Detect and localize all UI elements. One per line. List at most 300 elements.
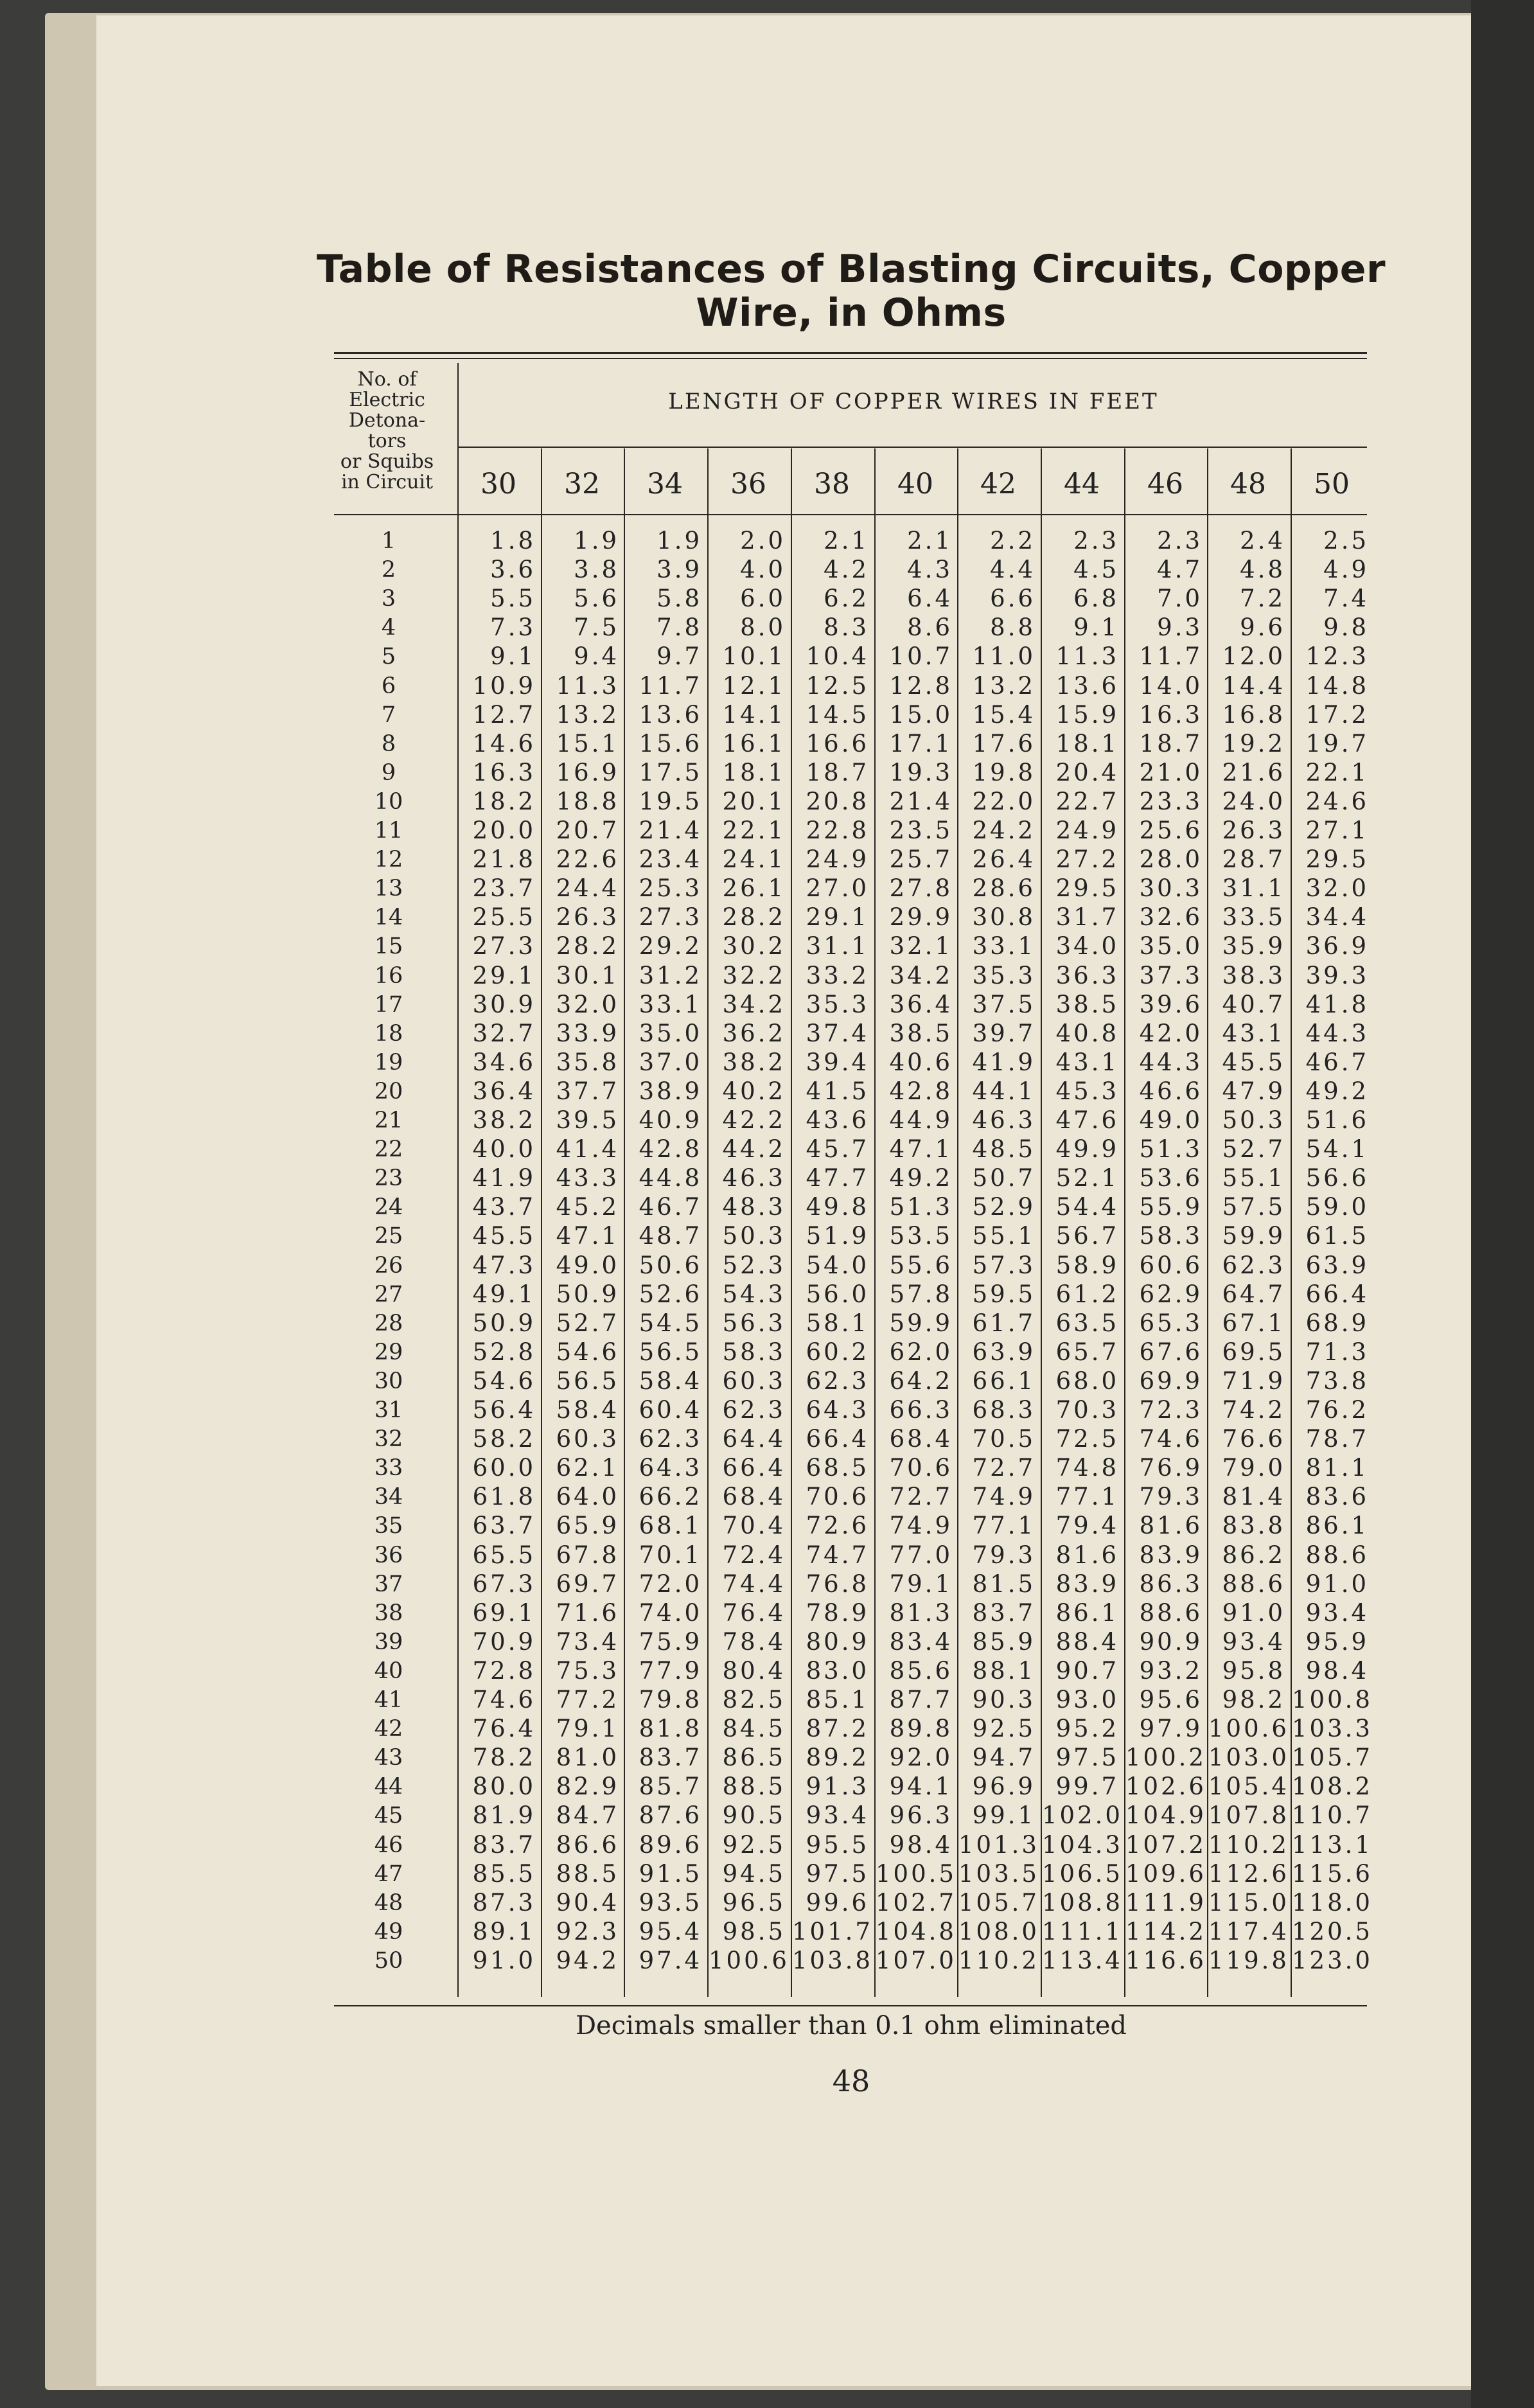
table-cell: 72.3 — [1139, 1396, 1203, 1424]
table-cell: 65.9 — [556, 1512, 619, 1539]
table-cell: 34.4 — [1305, 903, 1369, 931]
table-cell: 69.1 — [472, 1599, 536, 1627]
table-cell: 27.3 — [472, 932, 536, 960]
table-cell: 50.9 — [472, 1309, 536, 1337]
table-cell: 62.3 — [639, 1425, 702, 1453]
table-cell: 93.4 — [806, 1802, 869, 1829]
table-cell: 87.7 — [889, 1686, 953, 1713]
table-cell: 28.2 — [556, 932, 619, 960]
table-cell: 21.0 — [1139, 759, 1203, 786]
table-cell: 23.7 — [472, 874, 536, 902]
table-cell: 29.1 — [806, 903, 869, 931]
top-rule-1 — [334, 352, 1367, 354]
table-cell: 88.1 — [972, 1657, 1036, 1685]
table-cell: 45.5 — [1222, 1049, 1285, 1076]
table-cell: 48.3 — [722, 1193, 786, 1221]
table-cell: 24.0 — [1222, 788, 1285, 815]
table-cell: 90.4 — [556, 1889, 619, 1917]
table-cell: 13.6 — [1055, 672, 1119, 700]
table-cell: 20.4 — [1055, 759, 1119, 786]
table-cell: 16.6 — [806, 730, 869, 757]
table-cell: 23.4 — [639, 845, 702, 873]
table-cell: 5.8 — [657, 585, 702, 612]
table-cell: 95.8 — [1222, 1657, 1285, 1685]
table-cell: 4.5 — [1073, 556, 1119, 583]
table-cell: 41.8 — [1305, 991, 1369, 1018]
table-cell: 110.2 — [1208, 1831, 1289, 1859]
table-cell: 86.3 — [1139, 1570, 1203, 1598]
table-cell: 64.7 — [1222, 1280, 1285, 1308]
table-cell: 83.7 — [972, 1599, 1036, 1627]
table-cell: 18.2 — [472, 788, 536, 815]
bottom-rule — [334, 2005, 1367, 2006]
table-cell: 93.2 — [1139, 1657, 1203, 1685]
table-cell: 35.9 — [1222, 932, 1285, 960]
table-cell: 21.4 — [889, 788, 953, 815]
table-cell: 39.3 — [1305, 962, 1369, 989]
table-cell: 45.5 — [472, 1222, 536, 1250]
table-cell: 30.9 — [472, 991, 536, 1018]
table-cell: 67.1 — [1222, 1309, 1285, 1337]
table-cell: 26.3 — [1222, 817, 1285, 844]
table-cell: 54.1 — [1305, 1135, 1369, 1163]
table-cell: 50.3 — [722, 1222, 786, 1250]
table-cell: 86.6 — [556, 1831, 619, 1859]
table-cell: 12.3 — [1305, 642, 1369, 670]
table-cell: 72.5 — [1055, 1425, 1119, 1453]
table-cell: 74.9 — [889, 1512, 953, 1539]
table-cell: 11.7 — [1139, 642, 1203, 670]
table-cell: 84.7 — [556, 1802, 619, 1829]
table-cell: 83.7 — [639, 1744, 702, 1771]
table-cell: 16.3 — [1139, 701, 1203, 729]
page-number: 48 — [832, 2064, 870, 2098]
row-label: 23 — [374, 1165, 403, 1191]
table-cell: 28.7 — [1222, 845, 1285, 873]
table-cell: 19.5 — [639, 788, 702, 815]
table-cell: 18.7 — [806, 759, 869, 786]
table-cell: 21.8 — [472, 845, 536, 873]
table-cell: 9.1 — [490, 642, 536, 670]
table-cell: 96.5 — [722, 1889, 786, 1917]
table-cell: 93.5 — [639, 1889, 702, 1917]
row-header-line: Detona- — [348, 409, 426, 432]
table-cell: 78.4 — [722, 1628, 786, 1656]
table-cell: 18.8 — [556, 788, 619, 815]
table-cell: 58.9 — [1055, 1252, 1119, 1279]
row-label: 49 — [374, 1919, 403, 1945]
table-cell: 60.2 — [806, 1338, 869, 1366]
table-cell: 74.2 — [1222, 1396, 1285, 1424]
table-cell: 46.3 — [972, 1106, 1036, 1134]
row-label: 14 — [374, 905, 403, 930]
table-cell: 4.0 — [740, 556, 786, 583]
table-cell: 27.0 — [806, 874, 869, 902]
table-cell: 108.8 — [1042, 1889, 1123, 1917]
table-cell: 64.2 — [889, 1367, 953, 1395]
table-cell: 53.5 — [889, 1222, 953, 1250]
table-cell: 16.8 — [1222, 701, 1285, 729]
table-cell: 110.7 — [1292, 1802, 1373, 1829]
table-cell: 102.6 — [1125, 1773, 1206, 1800]
table-cell: 97.5 — [806, 1860, 869, 1888]
table-cell: 33.9 — [556, 1020, 619, 1047]
table-cell: 52.1 — [1055, 1164, 1119, 1192]
table-cell: 74.0 — [639, 1599, 702, 1627]
row-label: 28 — [374, 1311, 403, 1336]
table-cell: 58.3 — [722, 1338, 786, 1366]
row-label: 11 — [374, 818, 403, 844]
table-cell: 79.1 — [556, 1715, 619, 1742]
table-cell: 82.9 — [556, 1773, 619, 1800]
table-cell: 64.4 — [722, 1425, 786, 1453]
table-cell: 70.4 — [722, 1512, 786, 1539]
table-cell: 63.7 — [472, 1512, 536, 1539]
table-cell: 89.6 — [639, 1831, 702, 1859]
table-cell: 8.8 — [990, 614, 1036, 641]
table-cell: 9.6 — [1240, 614, 1285, 641]
table-cell: 38.2 — [472, 1106, 536, 1134]
table-cell: 18.1 — [722, 759, 786, 786]
table-cell: 41.9 — [972, 1049, 1036, 1076]
table-cell: 64.0 — [556, 1483, 619, 1510]
row-label: 30 — [374, 1368, 403, 1394]
table-cell: 56.5 — [556, 1367, 619, 1395]
table-cell: 29.5 — [1055, 874, 1119, 902]
table-cell: 23.3 — [1139, 788, 1203, 815]
table-cell: 83.4 — [889, 1628, 953, 1656]
table-cell: 25.7 — [889, 845, 953, 873]
table-cell: 37.7 — [556, 1077, 619, 1105]
table-cell: 43.7 — [472, 1193, 536, 1221]
table-cell: 17.6 — [972, 730, 1036, 757]
table-cell: 48.5 — [972, 1135, 1036, 1163]
table-cell: 24.9 — [1055, 817, 1119, 844]
row-header-line: or Squibs — [340, 450, 434, 473]
table-cell: 79.8 — [639, 1686, 702, 1713]
table-cell: 113.1 — [1292, 1831, 1373, 1859]
table-cell: 41.9 — [472, 1164, 536, 1192]
table-cell: 104.8 — [876, 1918, 957, 1945]
table-cell: 88.5 — [556, 1860, 619, 1888]
table-cell: 86.5 — [722, 1744, 786, 1771]
table-cell: 4.2 — [824, 556, 869, 583]
table-cell: 2.3 — [1073, 527, 1119, 554]
table-cell: 17.5 — [639, 759, 702, 786]
table-cell: 48.7 — [639, 1222, 702, 1250]
table-cell: 54.5 — [639, 1309, 702, 1337]
table-cell: 50.9 — [556, 1280, 619, 1308]
table-cell: 7.3 — [490, 614, 536, 641]
table-cell: 89.1 — [472, 1918, 536, 1945]
table-cell: 16.3 — [472, 759, 536, 786]
column-group-label: LENGTH OF COPPER WIRES IN FEET — [668, 389, 1159, 414]
table-cell: 64.3 — [806, 1396, 869, 1424]
table-cell: 5.5 — [490, 585, 536, 612]
table-cell: 56.3 — [722, 1309, 786, 1337]
table-cell: 81.5 — [972, 1570, 1036, 1598]
table-cell: 18.7 — [1139, 730, 1203, 757]
table-cell: 86.2 — [1222, 1541, 1285, 1569]
table-cell: 33.1 — [639, 991, 702, 1018]
table-cell: 84.5 — [722, 1715, 786, 1742]
row-label: 41 — [374, 1687, 403, 1713]
table-cell: 98.5 — [722, 1918, 786, 1945]
table-cell: 98.4 — [1305, 1657, 1369, 1685]
table-cell: 1.9 — [657, 527, 702, 554]
table-cell: 11.7 — [639, 672, 702, 700]
table-cell: 16.9 — [556, 759, 619, 786]
row-label: 33 — [374, 1455, 403, 1481]
table-cell: 103.0 — [1208, 1744, 1289, 1771]
table-cell: 2.4 — [1240, 527, 1285, 554]
table-cell: 42.0 — [1139, 1020, 1203, 1047]
row-header-line: No. of — [357, 368, 417, 391]
table-cell: 115.0 — [1208, 1889, 1289, 1917]
table-cell: 40.9 — [639, 1106, 702, 1134]
table-cell: 30.1 — [556, 962, 619, 989]
table-cell: 4.3 — [907, 556, 953, 583]
table-cell: 15.1 — [556, 730, 619, 757]
table-cell: 74.8 — [1055, 1454, 1119, 1482]
table-cell: 43.1 — [1222, 1020, 1285, 1047]
table-cell: 32.1 — [889, 932, 953, 960]
table-cell: 103.5 — [958, 1860, 1039, 1888]
table-cell: 38.9 — [639, 1077, 702, 1105]
table-cell: 68.0 — [1055, 1367, 1119, 1395]
table-cell: 85.1 — [806, 1686, 869, 1713]
table-cell: 76.6 — [1222, 1425, 1285, 1453]
table-cell: 112.6 — [1208, 1860, 1289, 1888]
column-header-34: 34 — [647, 468, 683, 500]
table-title — [276, 247, 1426, 335]
table-cell: 49.8 — [806, 1193, 869, 1221]
table-cell: 90.3 — [972, 1686, 1036, 1713]
table-cell: 81.0 — [556, 1744, 619, 1771]
table-cell: 56.4 — [472, 1396, 536, 1424]
table-cell: 68.1 — [639, 1512, 702, 1539]
row-label: 36 — [374, 1543, 403, 1568]
row-label: 6 — [381, 673, 396, 699]
table-cell: 70.3 — [1055, 1396, 1119, 1424]
row-label: 3 — [381, 586, 396, 612]
table-cell: 62.9 — [1139, 1280, 1203, 1308]
table-cell: 91.5 — [639, 1860, 702, 1888]
table-cell: 47.1 — [556, 1222, 619, 1250]
table-cell: 76.4 — [472, 1715, 536, 1742]
row-label: 29 — [374, 1340, 403, 1365]
table-cell: 79.4 — [1055, 1512, 1119, 1539]
table-cell: 92.5 — [722, 1831, 786, 1859]
row-label: 44 — [374, 1774, 403, 1800]
table-cell: 100.6 — [1208, 1715, 1289, 1742]
table-cell: 9.4 — [574, 642, 619, 670]
table-cell: 61.7 — [972, 1309, 1036, 1337]
table-cell: 35.3 — [972, 962, 1036, 989]
table-cell: 12.0 — [1222, 642, 1285, 670]
table-cell: 35.8 — [556, 1049, 619, 1076]
title-line-1: Table of Resistances of Blasting Circuits, Copper — [316, 247, 1386, 292]
table-cell: 83.8 — [1222, 1512, 1285, 1539]
table-cell: 2.0 — [740, 527, 786, 554]
table-cell: 44.2 — [722, 1135, 786, 1163]
table-cell: 28.2 — [722, 903, 786, 931]
table-cell: 105.7 — [1292, 1744, 1373, 1771]
row-label: 19 — [374, 1050, 403, 1076]
table-cell: 36.9 — [1305, 932, 1369, 960]
table-cell: 22.1 — [1305, 759, 1369, 786]
table-cell: 40.2 — [722, 1077, 786, 1105]
table-cell: 50.7 — [972, 1164, 1036, 1192]
top-rule-2 — [334, 358, 1367, 359]
table-cell: 66.4 — [1305, 1280, 1369, 1308]
table-cell: 63.5 — [1055, 1309, 1119, 1337]
table-cell: 85.7 — [639, 1773, 702, 1800]
table-cell: 14.0 — [1139, 672, 1203, 700]
table-cell: 108.2 — [1292, 1773, 1373, 1800]
table-cell: 15.9 — [1055, 701, 1119, 729]
table-cell: 55.1 — [972, 1222, 1036, 1250]
row-header-line: Electric — [349, 389, 425, 411]
table-cell: 69.5 — [1222, 1338, 1285, 1366]
table-cell: 80.4 — [722, 1657, 786, 1685]
table-cell: 60.6 — [1139, 1252, 1203, 1279]
table-cell: 6.0 — [740, 585, 786, 612]
table-cell: 31.7 — [1055, 903, 1119, 931]
table-cell: 36.4 — [889, 991, 953, 1018]
table-cell: 59.9 — [889, 1309, 953, 1337]
table-cell: 80.9 — [806, 1628, 869, 1656]
table-cell: 49.2 — [1305, 1077, 1369, 1105]
table-cell: 62.3 — [806, 1367, 869, 1395]
row-label: 39 — [374, 1629, 403, 1655]
table-cell: 61.2 — [1055, 1280, 1119, 1308]
table-cell: 32.0 — [556, 991, 619, 1018]
table-cell: 88.4 — [1055, 1628, 1119, 1656]
column-header-42: 42 — [980, 468, 1016, 500]
table-cell: 83.0 — [806, 1657, 869, 1685]
table-cell: 9.1 — [1073, 614, 1119, 641]
table-cell: 38.2 — [722, 1049, 786, 1076]
table-cell: 50.6 — [639, 1252, 702, 1279]
table-cell: 15.6 — [639, 730, 702, 757]
row-label: 27 — [374, 1282, 403, 1307]
table-cell: 68.4 — [889, 1425, 953, 1453]
row-label: 24 — [374, 1194, 403, 1220]
row-label: 50 — [374, 1948, 403, 1974]
row-header-line: in Circuit — [340, 471, 434, 493]
table-cell: 20.0 — [472, 817, 536, 844]
table-cell: 89.8 — [889, 1715, 953, 1742]
table-cell: 73.8 — [1305, 1367, 1369, 1395]
table-cell: 106.5 — [1042, 1860, 1123, 1888]
table-cell: 81.1 — [1305, 1454, 1369, 1482]
table-cell: 94.2 — [556, 1947, 619, 1974]
row-label: 2 — [381, 557, 396, 583]
table-cell: 55.1 — [1222, 1164, 1285, 1192]
table-cell: 95.4 — [639, 1918, 702, 1945]
table-cell: 111.9 — [1125, 1889, 1206, 1917]
table-cell: 107.0 — [876, 1947, 957, 1974]
table-cell: 31.1 — [1222, 874, 1285, 902]
table-cell: 22.8 — [806, 817, 869, 844]
table-cell: 49.0 — [556, 1252, 619, 1279]
table-cell: 72.4 — [722, 1541, 786, 1569]
table-cell: 24.9 — [806, 845, 869, 873]
table-cell: 76.9 — [1139, 1454, 1203, 1482]
table-cell: 35.3 — [806, 991, 869, 1018]
table-cell: 73.4 — [556, 1628, 619, 1656]
table-cell: 69.9 — [1139, 1367, 1203, 1395]
table-cell: 20.8 — [806, 788, 869, 815]
table-cell: 54.3 — [722, 1280, 786, 1308]
table-cell: 32.0 — [1305, 874, 1369, 902]
table-cell: 81.6 — [1055, 1541, 1119, 1569]
table-cell: 57.3 — [972, 1252, 1036, 1279]
table-cell: 36.3 — [1055, 962, 1119, 989]
table-cell: 117.4 — [1208, 1918, 1289, 1945]
row-label: 8 — [381, 731, 396, 757]
table-cell: 77.2 — [556, 1686, 619, 1713]
table-cell: 4.9 — [1323, 556, 1369, 583]
table-cell: 40.0 — [472, 1135, 536, 1163]
table-cell: 11.3 — [556, 672, 619, 700]
table-cell: 99.7 — [1055, 1773, 1119, 1800]
table-cell: 93.0 — [1055, 1686, 1119, 1713]
table-cell: 4.4 — [990, 556, 1036, 583]
table-cell: 97.5 — [1055, 1744, 1119, 1771]
row-label: 5 — [381, 644, 396, 669]
table-cell: 2.5 — [1323, 527, 1369, 554]
table-cell: 71.6 — [556, 1599, 619, 1627]
table-cell: 61.8 — [472, 1483, 536, 1510]
table-cell: 38.5 — [1055, 991, 1119, 1018]
row-label: 9 — [381, 760, 396, 786]
table-cell: 116.6 — [1125, 1947, 1206, 1974]
table-cell: 60.0 — [472, 1454, 536, 1482]
table-cell: 28.6 — [972, 874, 1036, 902]
table-cell: 119.8 — [1208, 1947, 1289, 1974]
table-cell: 90.9 — [1139, 1628, 1203, 1656]
table-cell: 51.3 — [1139, 1135, 1203, 1163]
group-underline — [457, 447, 1367, 448]
header-underline — [334, 514, 1367, 515]
table-cell: 94.5 — [722, 1860, 786, 1888]
table-cell: 66.2 — [639, 1483, 702, 1510]
table-cell: 68.9 — [1305, 1309, 1369, 1337]
table-cell: 52.3 — [722, 1252, 786, 1279]
table-cell: 20.1 — [722, 788, 786, 815]
table-cell: 102.7 — [876, 1889, 957, 1917]
table-cell: 91.0 — [1305, 1570, 1369, 1598]
table-cell: 44.3 — [1305, 1020, 1369, 1047]
table-cell: 82.5 — [722, 1686, 786, 1713]
table-cell: 110.2 — [958, 1947, 1039, 1974]
table-cell: 29.1 — [472, 962, 536, 989]
row-label: 45 — [374, 1803, 403, 1828]
table-cell: 35.0 — [639, 1020, 702, 1047]
table-cell: 58.3 — [1139, 1222, 1203, 1250]
table-cell: 51.3 — [889, 1193, 953, 1221]
table-cell: 34.2 — [722, 991, 786, 1018]
table-cell: 85.5 — [472, 1860, 536, 1888]
table-cell: 100.2 — [1125, 1744, 1206, 1771]
table-cell: 15.4 — [972, 701, 1036, 729]
table-cell: 101.7 — [792, 1918, 873, 1945]
table-cell: 7.0 — [1157, 585, 1203, 612]
table-cell: 7.2 — [1240, 585, 1285, 612]
table-cell: 97.9 — [1139, 1715, 1203, 1742]
